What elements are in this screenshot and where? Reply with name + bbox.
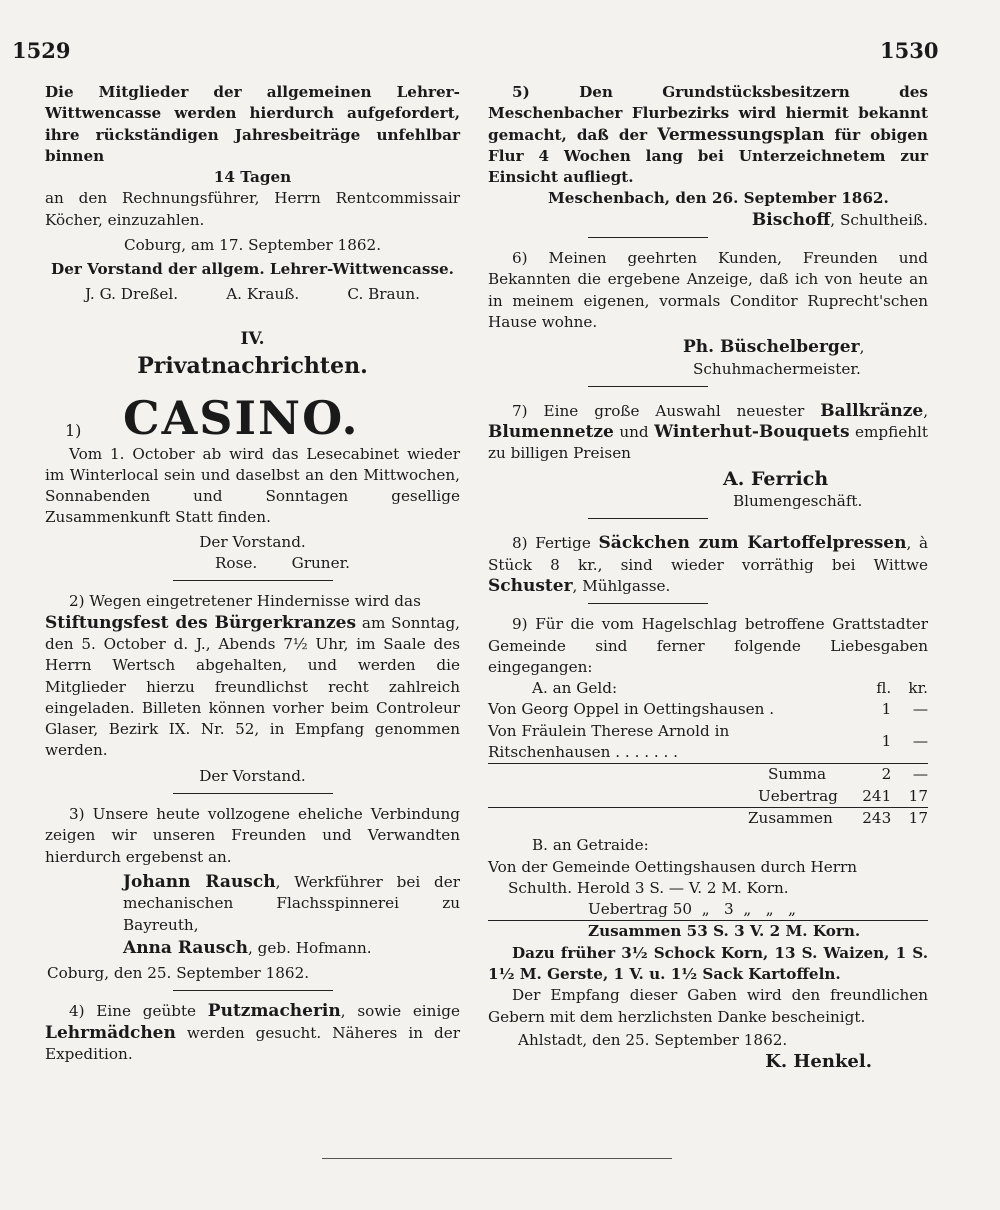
notice1-text: Die Mitglieder der allgemeinen Lehrer-Wittwencasse werden hierdurch aufgefordert, ihre rückständigen Jahresbeiträge unfehlbar binnen: [45, 83, 460, 165]
notice1-days: 14 Tagen: [213, 168, 292, 187]
left-column: [45, 82, 460, 1065]
notice3-text: 3) Unsere heute vollzogene eheliche Verbindung zeigen wir unseren Freunden und Verwandten hierdurch ergebenst an.: [45, 805, 460, 866]
a-label: A. an Geld:: [532, 679, 618, 698]
notice5-bold: Vermessungsplan: [657, 124, 825, 145]
notice3-bride: [45, 938, 460, 959]
money-fl: 1: [881, 700, 892, 719]
notice4-b2: Lehrmädchen: [45, 1022, 176, 1043]
notice9-thanks: Der Empfang dieser Gaben wird den freundlichen Gebern mit dem herzlichsten Danke bescheinigt.: [488, 986, 928, 1026]
notice5-pre: 5) Den Grundstücksbesitzern des Meschenbacher Flurbezirks wird hiermit bekannt gemacht, daß der: [488, 83, 928, 144]
signer-name: Gruner.: [291, 554, 350, 573]
notice2-body: [45, 613, 460, 762]
page-bottom-rule: [322, 1158, 672, 1159]
notice3-place-date: Coburg, den 25. September 1862.: [47, 964, 310, 983]
signer-name: A. Krauß.: [226, 284, 300, 303]
notice8-bold: Säckchen zum Kartoffelpressen: [598, 533, 907, 554]
notice7-pre: 7) Eine große Auswahl neuester: [512, 401, 805, 420]
notice6-text: 6) Meinen geehrten Kunden, Freunden und Bekannten die ergebene Anzeige, daß ich von heute an in meinem eigenen, vormals Conditor Ruprecht'schen Hause wohne.: [488, 249, 928, 331]
b-label: B. an Getraide:: [532, 836, 649, 855]
uebertrag-fl: 241: [838, 786, 891, 808]
casino-names: [45, 553, 460, 574]
signer-name: J. G. Dreßel.: [85, 284, 179, 303]
signer-name: Rose.: [215, 554, 258, 573]
notice5-place-date: Meschenbach, den 26. September 1862.: [548, 189, 889, 208]
money-header: [488, 678, 928, 699]
notice8-text: [488, 533, 928, 597]
uebertrag-kr: 17: [891, 786, 928, 808]
notice8-rest: , Mühlgasse.: [572, 576, 671, 595]
notice-verbindung: [45, 804, 460, 991]
notice5-signer-line: [488, 210, 928, 231]
notice5-rest: für obigen Flur 4 Wochen lang bei Unterzeichnetem zur Einsicht aufliegt.: [488, 125, 928, 187]
notice9-footer: [488, 1030, 928, 1051]
notice5-signer-title: , Schultheiß.: [830, 210, 928, 229]
notice9-place-date: Ahlstadt, den 25. September 1862.: [518, 1030, 788, 1049]
zusammen-kr: 17: [908, 808, 928, 827]
money-table: [488, 678, 928, 829]
page-number-left: 1529: [12, 38, 71, 63]
divider: [588, 237, 708, 238]
notice-stiftungsfest: [45, 591, 460, 794]
notice3-groom: [45, 872, 460, 936]
casino-number: 1): [65, 421, 82, 441]
money-label: Von Georg Oppel in Oettingshausen .: [488, 700, 775, 719]
divider: [588, 386, 708, 387]
notice7-signer-name: A. Ferrich: [723, 467, 829, 490]
notice6-signer: Ph. Büschelberger,: [683, 337, 865, 358]
notice-putzmacherin: [45, 1001, 460, 1065]
uebertrag-row: [488, 786, 928, 808]
notice1-text2: an den Rechnungsführer, Herrn Rentcommissair Köcher, einzuzahlen.: [45, 189, 460, 229]
notice4-b1: Putzmacherin: [207, 1001, 341, 1022]
casino-title: CASINO.: [123, 390, 360, 445]
grain-frueher: Dazu früher 3½ Schock Korn, 13 S. Waizen, 1 S. 1½ M. Gerste, 1 V. u. 1½ Sack Kartoffeln.: [488, 943, 928, 983]
notice8-name: Schuster: [488, 575, 573, 596]
casino-sign: Der Vorstand.: [199, 532, 306, 551]
notice-vermessungsplan: [488, 82, 928, 238]
zusammen-row: [488, 807, 928, 829]
notice9-text: 9) Für die vom Hagelschlag betroffene Grattstadter Gemeinde sind ferner folgende Liebesgaben eingegangen:: [488, 615, 928, 676]
signer-name: C. Braun.: [347, 284, 420, 303]
notice6-signer-name: Ph. Büschelberger: [683, 337, 860, 358]
notice9-signer: K. Henkel.: [765, 1051, 872, 1073]
notice-saeckchen: [488, 533, 928, 604]
notice1-board: Der Vorstand der allgem. Lehrer-Wittwencasse.: [51, 260, 454, 279]
summa-fl: 2: [881, 765, 892, 784]
notice6-signer-title: Schuhmachermeister.: [693, 359, 861, 378]
notice9-signer-line: [488, 1051, 928, 1073]
divider: [173, 990, 333, 991]
notice7-mid: und: [619, 423, 649, 442]
notice5-signer: Bischoff: [751, 209, 831, 230]
uebertrag-label: Uebertrag: [488, 786, 838, 808]
notice7-b3: Winterhut-Bouquets: [654, 422, 850, 443]
notice8-mid: , à Stück 8 kr., sind wieder vorräthig bei Wittwe: [488, 534, 929, 574]
right-column: [488, 82, 928, 1073]
zusammen-fl: 243: [862, 808, 892, 827]
notice7-b1: Ballkränze: [820, 400, 924, 421]
money-label: Von Fräulein Therese Arnold in Ritschenhausen . . . . . . .: [488, 721, 838, 764]
notice7-signer-title: Blumengeschäft.: [733, 492, 863, 511]
notice3-name1: Johann Rausch: [123, 871, 276, 892]
grain-line1: Von der Gemeinde Oettingshausen durch Herrn: [488, 857, 858, 876]
notice7-signer: [488, 469, 928, 491]
divider: [588, 518, 708, 519]
col-kr: kr.: [908, 679, 928, 698]
notice2-event: Stiftungsfest des Bürgerkranzes: [45, 612, 357, 633]
notice1-names: [45, 281, 460, 305]
section-number: IV.: [240, 328, 265, 349]
casino-text: Vom 1. October ab wird das Lesecabinet wieder im Winterlocal sein und daselbst an den Mittwochen, Sonnabenden und Sonntagen gesellige Zusammenkunft Statt finden.: [45, 444, 460, 527]
notice2-intro: 2) Wegen eingetretener Hindernisse wird das: [69, 592, 421, 611]
notice-umzug: [488, 248, 928, 387]
notice5-text: [488, 82, 928, 188]
page-number-right: 1530: [880, 38, 939, 63]
notice-ballkraenze: [488, 401, 928, 519]
notice7-text: 7) Eine große Auswahl neuester Ballkränze, Blumennetze und Winterhut-Bouquets empfiehlt zu billigen Preisen: [488, 400, 929, 463]
money-fl: 1: [838, 721, 891, 764]
section-title: Privatnachrichten.: [137, 353, 368, 380]
notice8-pre: 8) Fertige: [512, 534, 591, 553]
notice4-text: [45, 1001, 460, 1065]
money-kr: —: [891, 721, 928, 764]
notice-hagelschlag: [488, 614, 928, 1073]
casino-heading: [45, 390, 460, 445]
notice-lehrer-wittwencasse: [45, 82, 460, 305]
grain-zusammen: Zusammen 53 S. 3 V. 2 M. Korn.: [588, 922, 861, 941]
table-row: [488, 699, 928, 720]
notice4-rest: werden gesucht. Näheres in der Expedition.: [45, 1023, 460, 1063]
divider: [173, 580, 333, 581]
notice-casino: [45, 390, 460, 582]
notice3-name2-rest: , geb. Hofmann.: [248, 938, 372, 957]
summa-kr: —: [912, 765, 928, 784]
summa-row: [488, 764, 928, 786]
col-fl: fl.: [876, 679, 892, 698]
notice4-pre: 4) Eine geübte: [69, 1002, 197, 1021]
divider: [588, 603, 708, 604]
summa-label: Summa: [768, 765, 827, 784]
money-kr: —: [912, 700, 928, 719]
table-row: [488, 721, 928, 764]
notice3-name2: Anna Rausch: [123, 937, 249, 958]
notice2-rest: am Sonntag, den 5. October d. J., Abends 7½ Uhr, im Saale des Herrn Wertsch abgehalten, und werden die Mitglieder hierzu freundlichst recht zahlreich eingeladen. Billeten können vorher beim Controleur Glaser, Bezirk IX. Nr. 52, in Empfang genommen werden.: [45, 613, 461, 760]
notice3-name1-rest: , Werkführer bei der mechanischen Flachsspinnerei zu Bayreuth,: [123, 872, 460, 934]
grain-line2: Schulth. Herold 3 S. — V. 2 M. Korn.: [508, 878, 789, 897]
notice7-b2: Blumennetze: [488, 422, 614, 443]
grain-uebertrag: Uebertrag 50 „ 3 „ „ „: [488, 899, 928, 921]
notice7-rest: empfiehlt zu billigen Preisen: [488, 423, 929, 463]
zusammen-label: Zusammen: [748, 808, 833, 827]
notice2-sign: Der Vorstand.: [199, 766, 306, 785]
notice4-mid: , sowie einige: [340, 1002, 461, 1021]
divider: [173, 793, 333, 794]
notice1-place-date: Coburg, am 17. September 1862.: [123, 236, 382, 255]
